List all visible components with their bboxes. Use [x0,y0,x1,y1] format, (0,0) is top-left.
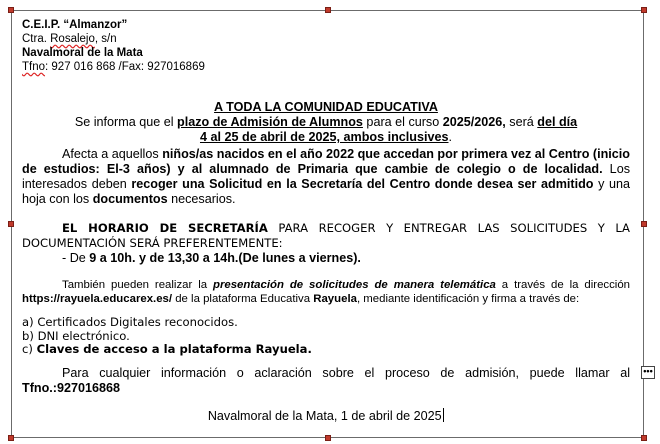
list-item: a) Certificados Digitales reconocidos. [22,315,238,329]
layout-options-button[interactable] [641,366,655,379]
resize-handle-bottom-right[interactable] [641,435,647,441]
resize-handle-bottom-left[interactable] [8,435,14,441]
resize-handle-top-left[interactable] [8,7,14,13]
list-item: c) Claves de acceso a la plataforma Rayuela. [22,342,312,356]
text-cursor [443,408,445,422]
paragraph-contact: Para cualquier información o aclaración sobre el proceso de admisión, puede llamar al Tfno.:927016868 [22,366,630,395]
resize-handle-middle-left[interactable] [8,221,14,227]
school-header [22,18,205,74]
school-phone: Tfno: 927 016 868 /Fax: 927016869 [22,61,205,73]
ellipsis-icon: ••• [643,366,653,376]
resize-handle-top-center[interactable] [325,7,331,13]
paragraph-office-hours: EL HORARIO DE SECRETARÍA PARA RECOGER Y ENTREGAR LAS SOLICITUDES Y LA DOCUMENTACIÓN SERÁ PREFERENTEMENTE: [22,221,630,250]
paragraph-eligibility: Afecta a aquellos niños/as nacidos en el año 2022 que accedan por primera vez al Centro (inicio de estudios: El-3 años) y al alumnado de Primaria que cambie de colegio o de localidad. Los interesados deben recoger una Solicitud en la Secretaría del Centro donde desea ser admitido y una hoja con los documentos necesarios. [22,147,630,206]
school-address: Ctra. Rosalejo, s/n [22,33,117,45]
resize-handle-bottom-center[interactable] [325,435,331,441]
paragraph-online-submission: También pueden realizar la presentación de solicitudes de manera telemática a través de la dirección https://rayuela.educarex.es/ de la plataforma Educativa Rayuela, mediante identificación y firma a través de: [22,279,630,305]
school-town: Navalmoral de la Mata [22,47,143,59]
office-hours-line: - De 9 a 10h. y de 13,30 a 14h.(De lunes a viernes). [62,251,361,265]
notice-title: A TODA LA COMUNIDAD EDUCATIVA [214,100,438,114]
school-name: C.E.I.P. “Almanzor” [22,19,128,31]
resize-handle-middle-right[interactable] [641,221,647,227]
resize-handle-top-right[interactable] [641,7,647,13]
identification-methods-list [22,316,630,357]
rayuela-link[interactable]: https://rayuela.educarex.es/ [22,293,173,305]
closing-date-line: Navalmoral de la Mata, 1 de abril de 2025 [22,408,630,424]
list-item: b) DNI electrónico. [22,328,130,343]
paragraph-admission-period: Se informa que el plazo de Admisión de Alumnos para el curso 2025/2026, será del día 4 al 25 de abril de 2025, ambos inclusives. [74,115,578,144]
